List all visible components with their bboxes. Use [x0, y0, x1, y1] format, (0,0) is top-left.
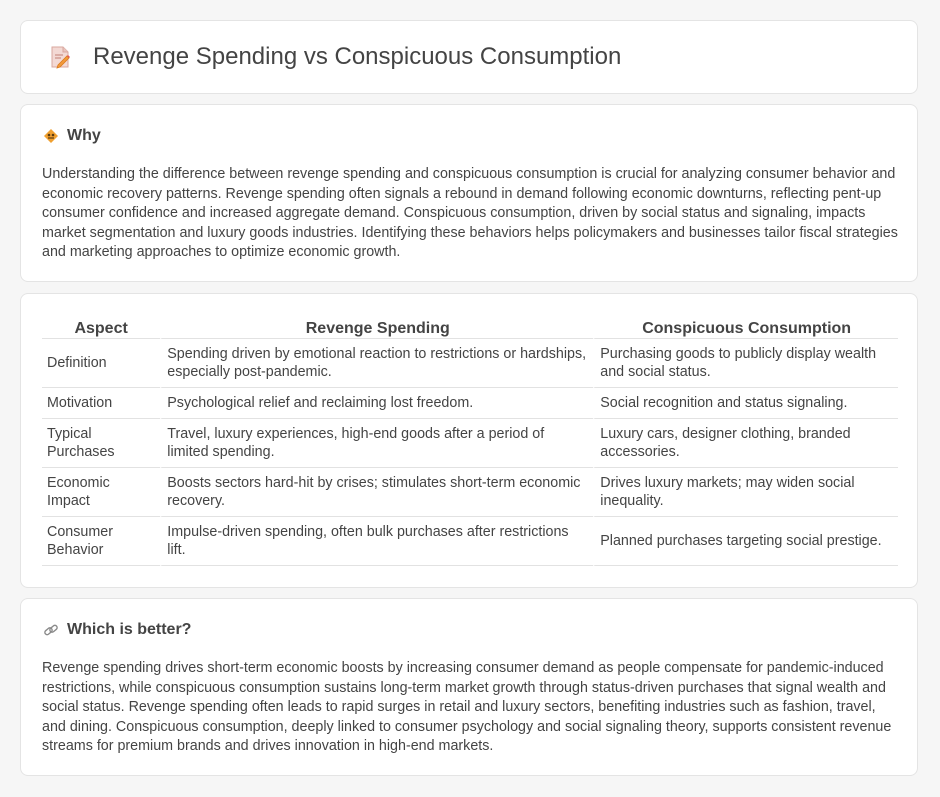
title-card [20, 20, 918, 94]
better-header [43, 621, 191, 639]
link-icon [43, 622, 59, 638]
which-better-card [20, 598, 918, 776]
table-row [42, 419, 898, 468]
revenge-cell: Psychological relief and reclaiming lost freedom. [160, 388, 593, 419]
header-revenge-spending: Revenge Spending [160, 316, 593, 339]
revenge-cell: Impulse-driven spending, often bulk purchases after restrictions lift. [160, 517, 593, 566]
table-header-row [42, 316, 898, 339]
table-row [42, 339, 898, 388]
revenge-cell: Boosts sectors hard-hit by crises; stimulates short-term economic recovery. [160, 468, 593, 517]
aspect-cell: Motivation [42, 388, 160, 419]
better-body: Revenge spending drives short-term economic boosts by increasing consumer demand as people compensate for pandemic-induced restrictions, while conspicuous consumption sustains long-term market growth through status-driven purchases that signal wealth and social status. Revenge spending often leads to rapid surges in retail and luxury sectors, benefiting industries such as fashion, travel, and dining. Conspicuous consumption, deeply linked to consumer psychology and social signaling theory, supports consistent revenue streams for premium brands and drives innovation in high-end markets. [42, 660, 892, 755]
aspect-cell: Definition [42, 339, 160, 388]
table-row [42, 517, 898, 566]
conspicuous-cell: Social recognition and status signaling. [593, 388, 898, 419]
why-title: Why [67, 127, 101, 144]
conspicuous-cell: Planned purchases targeting social prestige. [593, 517, 898, 566]
aspect-cell: Consumer Behavior [42, 517, 160, 566]
header-aspect: Aspect [42, 316, 160, 339]
why-header [43, 127, 101, 145]
why-body: Understanding the difference between revenge spending and conspicuous consumption is crucial for analyzing consumer behavior and economic recovery patterns. Revenge spending often signals a rebound in demand following economic downturns, reflecting pent-up consumer confidence and increased aggregate demand. Conspicuous consumption, driven by social status and signaling, impacts market segmentation and luxury goods industries. Identifying these behaviors helps policymakers and businesses tailor fiscal strategies and marketing approaches to optimize economic growth. [42, 166, 898, 261]
better-title: Which is better? [67, 621, 192, 638]
table-row [42, 388, 898, 419]
conspicuous-cell: Luxury cars, designer clothing, branded accessories. [593, 419, 898, 468]
revenge-cell: Travel, luxury experiences, high-end goods after a period of limited spending. [160, 419, 593, 468]
page-title: Revenge Spending vs Conspicuous Consumption [93, 43, 622, 70]
header-conspicuous-consumption: Conspicuous Consumption [593, 316, 898, 339]
table-row [42, 468, 898, 517]
comparison-table [42, 316, 898, 566]
revenge-cell: Spending driven by emotional reaction to restrictions or hardships, especially post-pandemic. [160, 339, 593, 388]
document-pencil-icon [49, 45, 71, 69]
aspect-cell: Economic Impact [42, 468, 160, 517]
conspicuous-cell: Drives luxury markets; may widen social inequality. [593, 468, 898, 517]
diamond-signal-icon [43, 128, 59, 144]
comparison-card [20, 293, 918, 588]
aspect-cell: Typical Purchases [42, 419, 160, 468]
conspicuous-cell: Purchasing goods to publicly display wealth and social status. [593, 339, 898, 388]
title-row [21, 21, 917, 93]
why-card [20, 104, 918, 282]
